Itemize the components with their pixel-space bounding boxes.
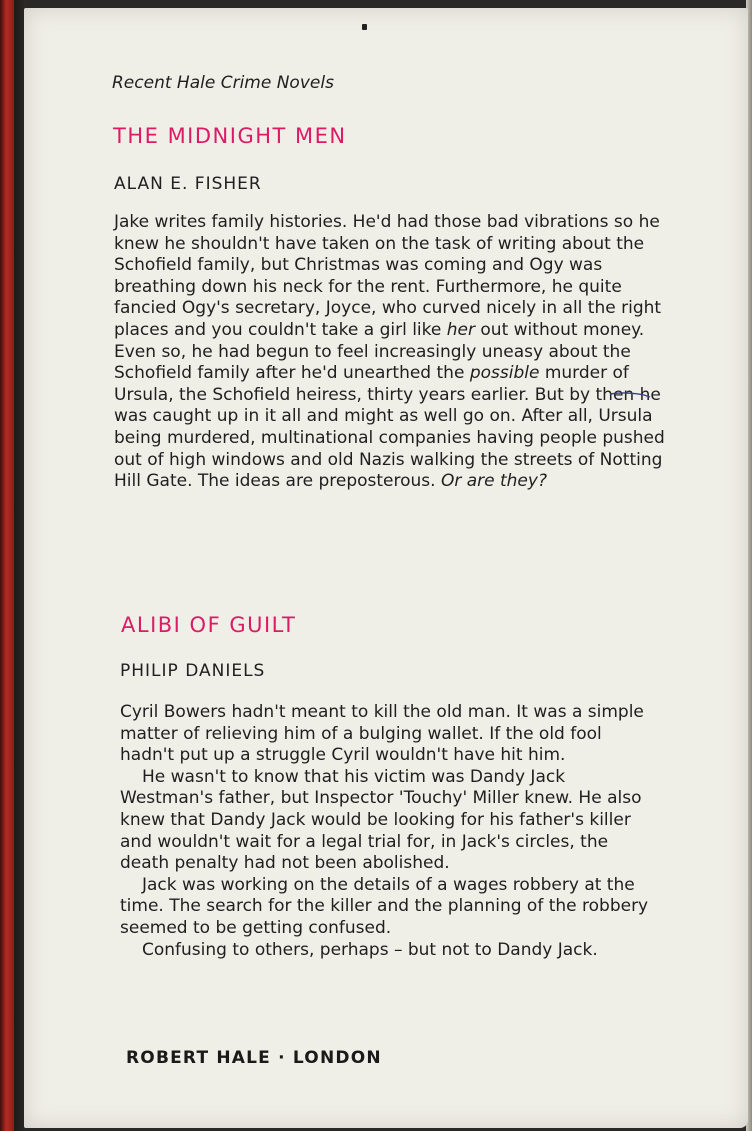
print-dot-mark: [362, 24, 367, 30]
publisher-imprint: ROBERT HALE · LONDON: [126, 1048, 382, 1068]
series-heading: Recent Hale Crime Novels: [112, 73, 334, 93]
blurb-alibi-of-guilt: [120, 702, 652, 961]
blurb-text: murder of Ursula, the Schofield heiress, thirty years earlier. But by then he was caught up in it all and might as well go on. After all, Ursula being murdered, multinational companies having people pushed out of high windows and old Nazis walking the streets of Notting Hill Gate. The ideas are preposterous.: [114, 363, 665, 492]
blurb-emphasis: her: [446, 319, 475, 340]
blurb-midnight-men: [114, 212, 672, 493]
blurb-text: Jake writes family histories. He'd had those bad vibrations so he knew he shouldn't have taken on the task of writing about the Schofield family, but Christmas was coming and Ogy was breathing down his neck for the rent. Furthermore, he quite fancied Ogy's secretary, Joyce, who curved nicely in all the right places and you couldn't take a girl like: [114, 212, 662, 340]
blurb-text: out without money. Even so, he had begun to feel increasingly uneasy about the Schofield family after he'd unearthed the: [114, 319, 645, 384]
blurb-paragraph: Cyril Bowers hadn't meant to kill the old man. It was a simple matter of relieving him of a bulging wallet. If the old fool hadn't put up a struggle Cyril wouldn't have hit him.: [120, 702, 644, 766]
author-alan-fisher: ALAN E. FISHER: [114, 174, 262, 194]
blurb-emphasis: Or are they?: [440, 471, 547, 492]
spine-red-edge: [0, 0, 14, 1131]
pen-stroke-mark: [608, 388, 652, 402]
blurb-paragraph: Jack was working on the details of a wages robbery at the time. The search for the killer and the planning of the robbery seemed to be getting confused.: [120, 874, 649, 938]
book-title-midnight-men: THE MIDNIGHT MEN: [113, 124, 347, 148]
blurb-paragraph: He wasn't to know that his victim was Dandy Jack Westman's father, but Inspector 'Touchy' Miller knew. He also knew that Dandy Jack would be looking for his father's killer and wouldn't wait for a legal trial for, in Jack's circles, the death penalty had not been abolished.: [120, 766, 642, 874]
blurb-paragraph: Confusing to others, perhaps – but not to Dandy Jack.: [142, 939, 598, 960]
book-title-alibi-of-guilt: ALIBI OF GUILT: [121, 613, 297, 637]
blurb-paragraph: [114, 212, 672, 493]
blurb-emphasis: possible: [469, 363, 540, 384]
author-philip-daniels: PHILIP DANIELS: [120, 661, 266, 681]
